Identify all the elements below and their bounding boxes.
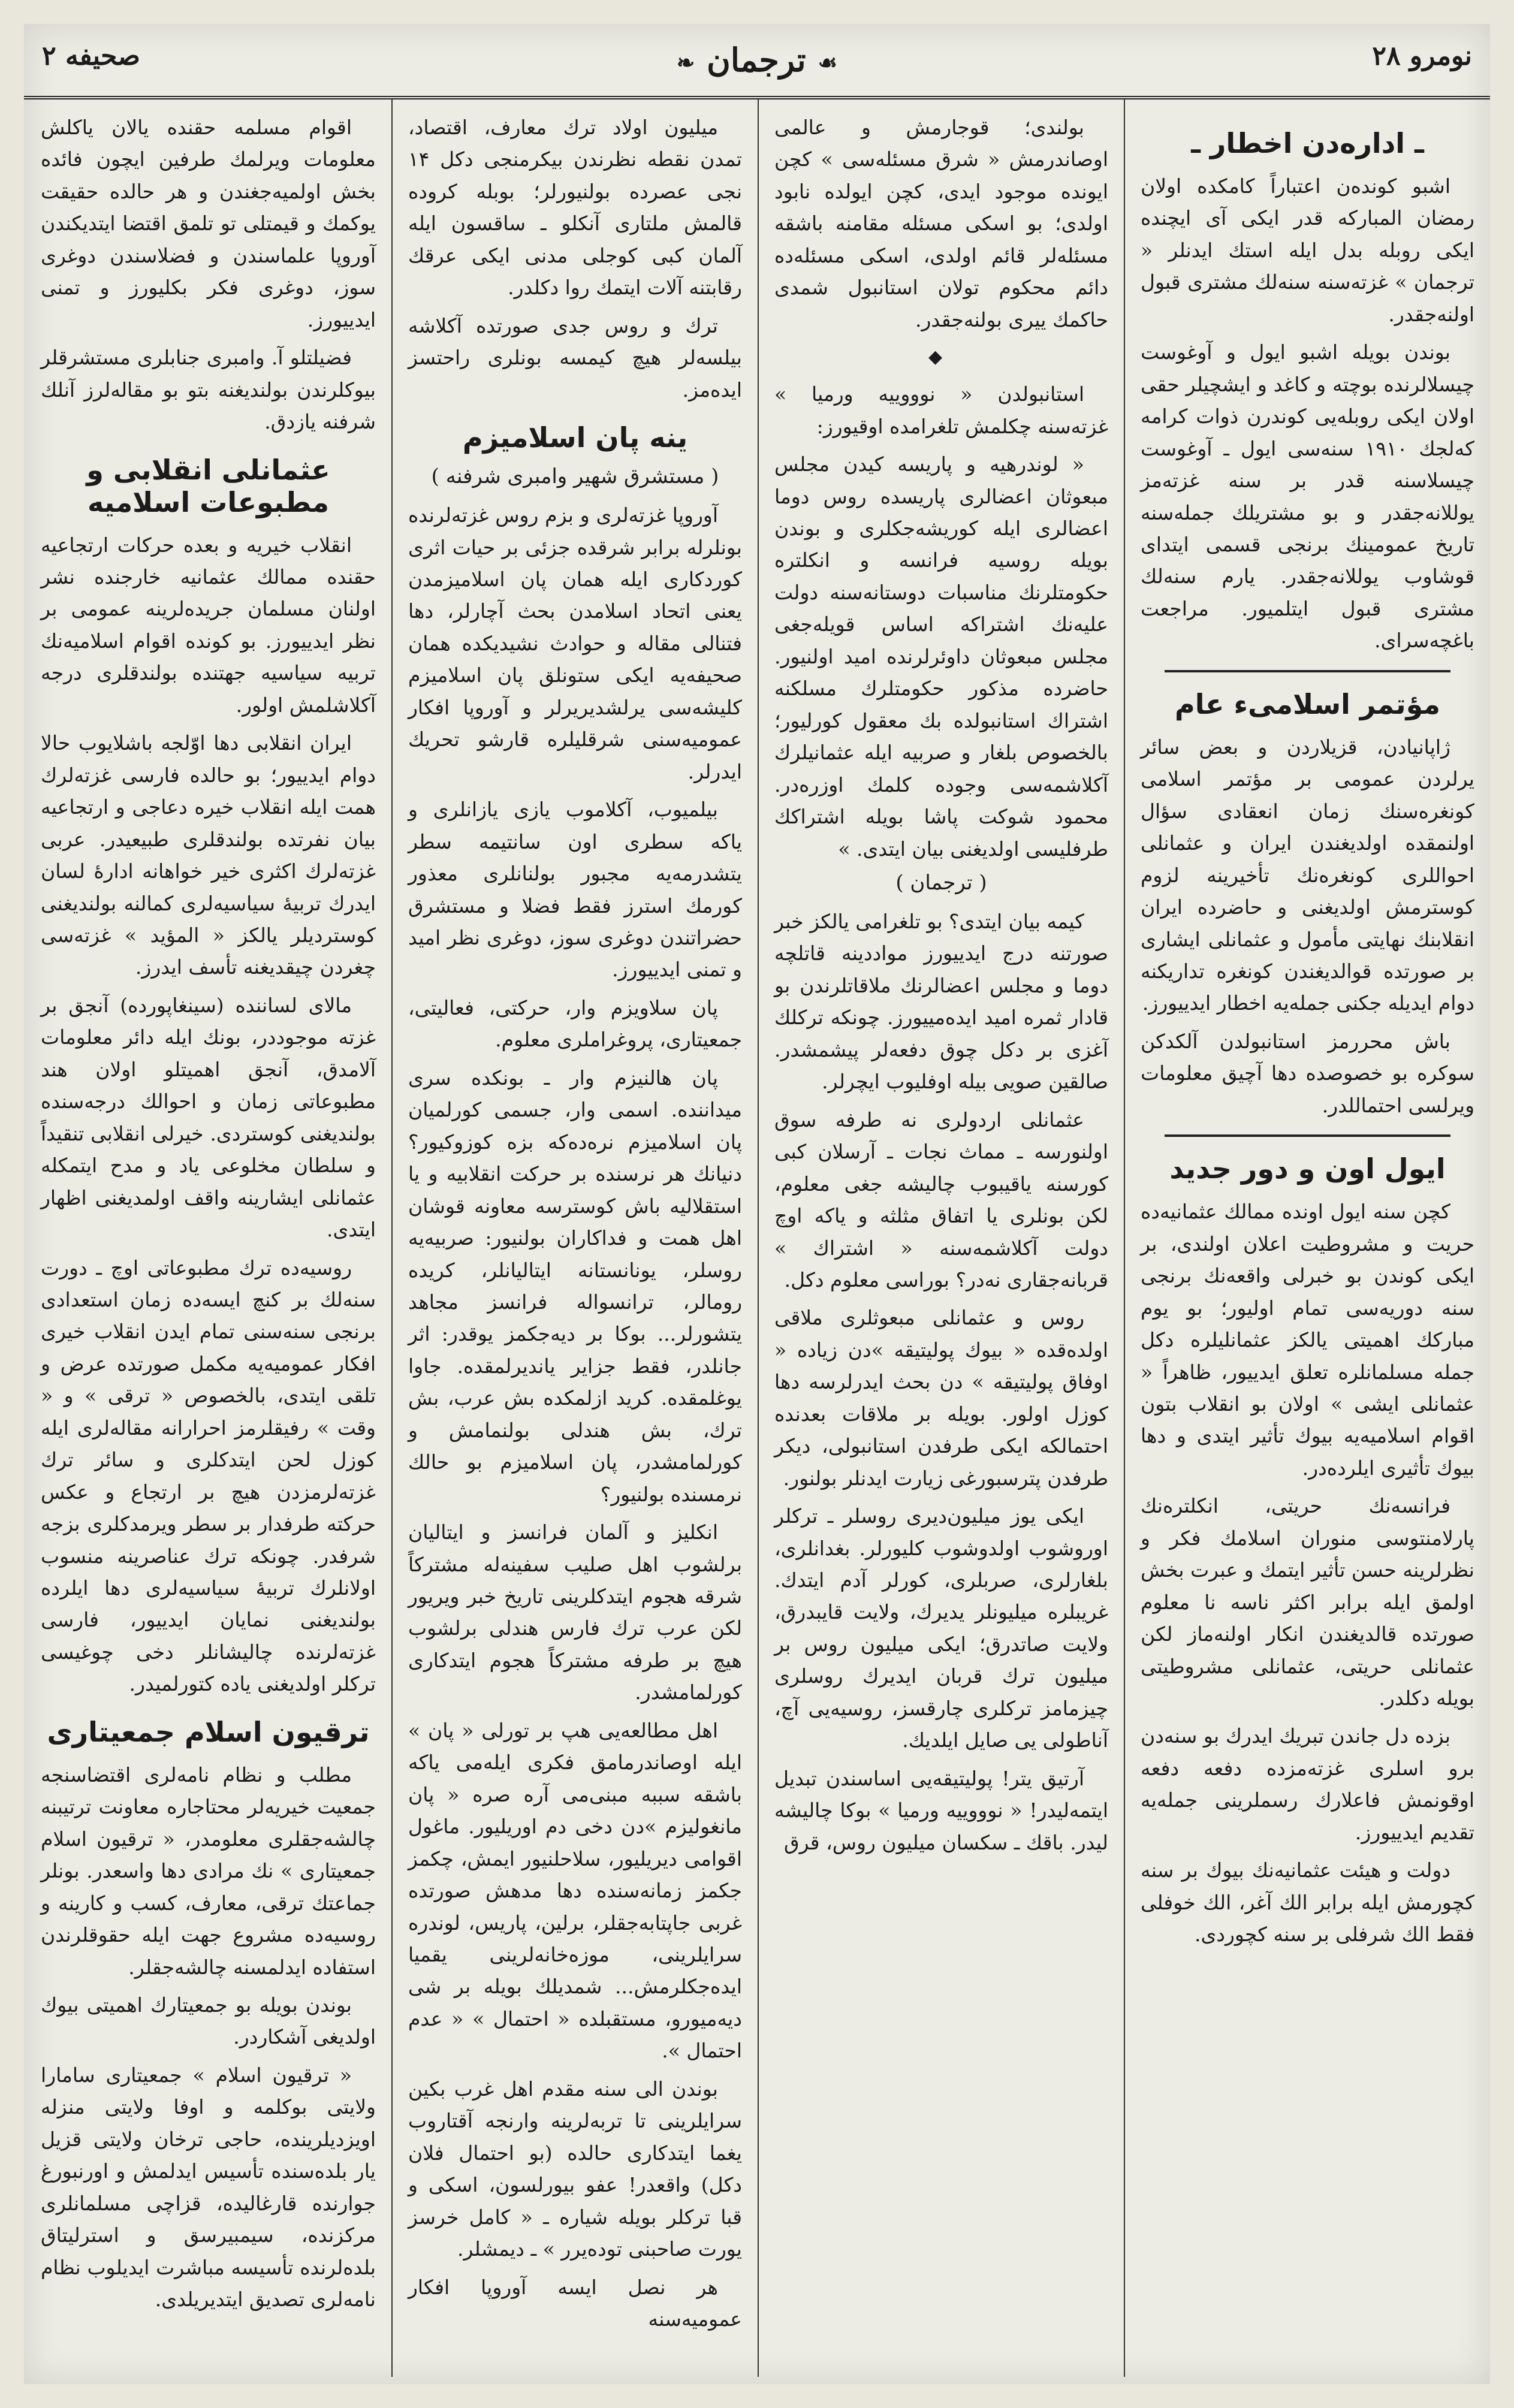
article-paragraph: آرتیق یتر! پولیتیقه‌یی اساسندن تبدیل ایتمه‌لیدر! « نوووییه ورمیا » بوكا چالیشه لیدر. باقك ـ سكسان میلیون روس، قرق — [774, 1766, 1108, 1854]
ornament-divider: ◆ — [928, 346, 955, 368]
column-2 — [758, 99, 1124, 2377]
article-title: ینه پان اسلامیزم — [462, 421, 688, 454]
article-title: ایول اون و دور جدید — [1169, 1152, 1446, 1185]
article-paragraph: روس و عثمانلی مبعوثلری ملاقی اولده‌قده « بیوك پولیتیقه »دن زیاده « اوفاق پولیتیقه » دن بحث ایدرلرسه دها كوزل اولور. بویله بر ملاقات بعدنده احتمالكه ایكی طرفدن استانبولی، دیكر طرفدن پترسبورغی زیارت ایدنلر بولنور. — [774, 1306, 1108, 1490]
article-paragraph: میلیون اولاد ترك معارف، اقتصاد، تمدن نقطه نظرندن بیكرمنجی دكل ۱۴ نجی عصرده بولنیورلر؛ بوبله كروده قالمش ملتاری آنكلو ـ ساقسون ایله آلمان كبی كوجلی مدنی ایكی عرقك رقابتنه آلات ایتمك روا دكلدر. — [408, 116, 742, 300]
article-paragraph: پان هالنیزم وار ـ بونكده سری میداننده. اسمی وار، جسمی كورلمیان پان اسلامیزم نره‌ده‌كه بزه كوزوكیور؟ دنیانك هر نرسنده بر حركت انقلابیه و یا استقلالیه باش كوسترسه معاونه قوشان اهل همت و فداكاران بولنیور: صربیه‌یه روسلر، یونانستانه ایتالیانلر، كریده رومالر، ترانسواله فرانسز مجاهد یتشورلر... بوكا بر دیه‌جكمز یوقدر: اثر جانلدر، فقط جزایر یاندیرلمقده. جاوا یوغلمقده. كرید ازلمكده بش عرب، بش ترك، بش هندلی بولنمامش و كورلمامشدر، پان اسلامیزم بو حالك نرمسنده بولنیور؟ — [408, 1066, 742, 1506]
article-paragraph: بیلمیوب، آكلاموب یازی یازانلری و یاكه سطری اون سانتیمه سطر یتشدرمه‌یه مجبور بولنانلری معذور كورمك استرز فقط فضلا و مستشرق حضراتندن دوغری سوز، دوغری نظر امید و تمنی ایدییورز. — [408, 798, 742, 982]
article-paragraph: فضیلتلو آ. وامبری جنابلری مستشرقلر بیوكلرندن بولندیغنه بتو بو مقاله‌لرز آنلك شرفنه یازدق. — [41, 346, 376, 434]
article-paragraph: پان سلاویزم وار، حركتی، فعالیتی، جمعیتاری، پروغراملری معلوم. — [408, 995, 742, 1052]
article-paragraph: مالای لساننده (سینغاپورده) آنجق بر غزته موجوددر، بونك ایله دائر معلومات آلامدق، آنجق اهمیتلو اولان هند مطبوعاتی زمان و احوالك درجه‌سنده بولندیغنی كوستردی. خیرلی انقلابی تنقیداً و سلطان مخلوعی یاد و مدح ایتمكله عثمانلی ایشارینه واقف اولمدیغنی اظهار ایتدی. — [41, 993, 376, 1242]
article-signature: ( ترجمان ) — [895, 870, 987, 895]
article-paragraph: بوندن بویله بو جمعیتارك اهمیتی بیوك اولدیغی آشكاردر. — [41, 1993, 376, 2049]
article-paragraph: فرانسه‌نك حریتی، انكلتره‌نك پارلامنتوسی منوران اسلامك فكر و نظرلرینه حسن تأثیر ایتمك و عبرت بخش اولمق ایله برابر اكثر ناسه نا معلوم صورتده قالدیغندن انكار اولنه‌ماز لكن عثمانلی حریتی، عثمانلی مشروطیتی بویله دكلدر. — [1141, 1494, 1474, 1710]
page-label: صحیفه ۲ — [42, 41, 140, 71]
column-3 — [391, 99, 758, 2377]
article-paragraph: بوندن بویله اشبو ایول و آوغوست چیسلالرنده بوچته و كاغد و ایشچیلر حقی اولان ایكی روبله‌یی كوندرن ذوات كرامه كه‌لجك ۱۹۱۰ سنه‌سی ایول ـ آوغوست چیسلاسنه قدر بر سنه غزته‌مز یوللانه‌جقدر و بو مشتریلك جمله‌سنه تاریخ عمومینك برنجی قسمی ایتدای قوشاوب یوللانه‌جقدر. یارم سنه‌لك مشتری قبول ایتلمیور. مراجعت باغچه‌سرای. — [1141, 340, 1474, 653]
article-title: عثمانلی انقلابی و مطبوعات اسلامیه — [86, 453, 330, 518]
newspaper-name-block — [665, 41, 849, 79]
article-paragraph: عثمانلی اردولری نه طرفه سوق اولنورسه ـ مماث نجات ـ آرسلان كبی كورسنه یاقیبوب چالیشه جغی معلوم، لكن بونلری یا اتفاق مثلثه و یاكه اوچ دولت آكلاشمه‌سنه « اشتراك » قربانه‌جقاری نه‌در؟ بوراسی معلوم دكل. — [774, 1108, 1108, 1291]
section-divider — [1165, 670, 1450, 672]
article-paragraph: ترك و روس جدی صورتده آكلاشه بیلسه‌لر هیچ كیمسه بونلری راحتسز ایده‌مز. — [408, 313, 742, 402]
article-paragraph: اشبو كونده‌ن اعتباراً كامكده اولان رمضان المباركه قدر ایكی آی ایچنده ایكی روبله بدل ایله استك ایدنلر « ترجمان » غزته‌سنه سنه‌لك مشتری قبول اولنه‌جقدر. — [1141, 174, 1474, 326]
article-paragraph: « لوندرهیه و پاریسه كیدن مجلس مبعوثان اعضالری پاریسده روس دوما اعضالری ایله كوریشه‌جكلری و بوندن بویله روسیه فرانسه و انكلتره حكومتلرنك مناسبات دوستانه‌سنه دولت علیه‌نك اشتراكه اساس قویله‌جغی مجلس مبعوثان داوئرلرنده امید اولنیور. حاضرده مذكور حكومتلرك مسلكنه اشتراك استانبولده بك معقول كورلیور؛ بالخصوص بلغار و صربیه ایله عثمانیلرك آكلاشمه‌سی وجوده كلمك اوزره‌در. محمود شوكت پاشا بویله اشتراكك طرفلیسی اولدیغنی بیان ایتدی. » — [774, 452, 1108, 861]
article-title: مؤتمر اسلامیء عام — [1175, 687, 1440, 720]
ornament-icon: ☙ — [818, 50, 837, 76]
article-paragraph: اقوام مسلمه حقنده یالان یاكلش معلومات ویرلمك طرفین ایچون فائده بخش اولمیه‌جغندن و هر حالده حقیقت یوكمك و قیمتلی تو تلمق اقتضا ایتدیكندن آوروپا علماسندن و فضلاسندن دوغری سوز، دوغری فكر بكلیورز و تمنی ایدییورز. — [41, 116, 376, 331]
newspaper-page — [24, 24, 1490, 2384]
article-paragraph: بولندی؛ قوجارمش و عالمی اوصاندرمش « شرق مسئله‌سی » كچن ایونده موجود ایدی، كچن ایولده نابود اولدی؛ بو اسكی مسئله مقامنه باشقه مسئله‌لر قائم اولدی، اسكی مسئله‌ده دائم محكوم تولان استانبول شمدی حاكمك ییری بولنه‌جقدر. — [774, 116, 1108, 331]
article-paragraph: باش محررمز استانبولدن آلكدكن سوكره بو خصوصده دها آچیق معلومات ویرلسی احتماللدر. — [1141, 1029, 1474, 1117]
article-title: ترقیون اسلام جمعیتاری — [47, 1715, 370, 1748]
issue-number: نومرو ۲۸ — [1372, 41, 1472, 71]
article-paragraph: هر نصل ایسه آوروپا افكار عمومیه‌سنه — [408, 2275, 742, 2331]
article-paragraph: دولت و هیئت عثمانیه‌نك بیوك بر سنه كچورمش ایله برابر الك آغر، الك خوفلی فقط الك شرفلی بر سنه كچوردی. — [1141, 1858, 1474, 1947]
article-paragraph: مطلب و نظام نامه‌لری اقتضاسنجه جمعیت خیریه‌لر محتاجاره معاونت ترتیبنه چالشه‌جقلری معلومدر، « ترقیون اسلام جمعیتاری » نك مرادی دها واسعدر. بونلر جماعتك ترقی، معارف، كسب و كارینه و روسیه‌ده مشروع جهت ایله حقوقلرندن استفاده ایدلمسنه چالشه‌جقلر. — [41, 1763, 376, 1979]
column-1 — [1124, 99, 1490, 2377]
article-paragraph: انكلیز و آلمان فرانسز و ایتالیان برلشوب اهل صلیب سفینه‌له مشتركاً شرقه هجوم ایتدكلرینی تاریخ خبر ویریور لكن عرب ترك فارس هندلی برلشوب هیچ بر طرفه مشتركاً هجوم ایتدكاری كورلمامشدر. — [408, 1520, 742, 1704]
article-paragraph: ایكی یوز میلیون‌دیری روسلر ـ تركلر اوروشوب اولدوشوب كلیورلر. بغدانلری، بلغارلری، صربلری، كورلر آدم ایتدك. غریبلره میلیونلر یدیرك، ولایت قایبدرق، ولایت صاتدرق؛ ایكی میلیون روس بر میلیون ترك قربان ایدیرك روسلری چیزمامز تركلری چارقسز، روسیه‌یی آچ، آناطولی یی صایل ایلدیك. — [774, 1504, 1108, 1752]
article-paragraph: كچن سنه ایول اونده ممالك عثمانیه‌ده حریت و مشروطیت اعلان اولندی، بر ایكی كوندن بو خبرلی واقعه‌نك برنجی سنه دوریه‌سی تمام اولیور؛ بو یوم مباركك اهمیتی یالكز عثمانلیلره دكل جمله مسلمانلره تعلق ایدییور، ظاهراً « عثمانلی ایشی » اولان بو انقلاب بتون اقوام اسلامیه‌یه بیوك تأثیر ایتدی و دها بیوك تأثیری ایلرده‌در. — [1141, 1200, 1474, 1480]
section-divider — [1165, 1134, 1450, 1137]
columns — [24, 99, 1490, 2377]
article-paragraph: ژاپانیادن، قزیلاردن و بعض سائر یرلردن عمومی بر مؤتمر اسلامی كونغره‌سنك زمان انعقادی سؤال اولنمقده اولدیغندن ایران و عثمانلی احواللری كونغره‌نك تأخیرینه لزوم كوسترمش اولدیغنی و حاضرده ایران انقلابنك نهایتی مأمول و عثمانلی ایشاری بر صورتده قوالدیغندن كونغره تداریكنه دوام ایدیله جكنی جمله‌یه اخطار ایدییورز. — [1141, 735, 1474, 1015]
article-paragraph: ایران انقلابی دها اوّلجه باشلایوب حالا دوام ایدییور؛ بو حالده فارسی غزته‌لرك همت ایله انقلاب خیره دعاجی و ارتجاعیه بیان نفرتده بولندقلری طبیعیدر. عربی غزته‌لرك اكثری خیر خواهانه ادارهٔ لسان ایدرك تربیهٔ سیاسیه‌لری كمالنه بولندیغنی كوستردیلر یالكز « المؤید » غزته‌سی چغردن چیقدیغنه تأسف ایدرز. — [41, 731, 376, 979]
column-4 — [25, 99, 391, 2377]
article-paragraph: كیمه بیان ایتدی؟ بو تلغرامی یالكز خبر صورتنه درج ایدییورز مواددینه قاتلچه دوما و مجلس اعضالرنك ملاقاتلرندن بو قادار ثمره امید ایده‌مییورز. چونكه تركلك آغزی بر دكل چوق دفعه‌لر پیشمشدر. صالقین صویی بیله اوفلیوب ایچرلر. — [774, 909, 1108, 1094]
masthead — [24, 24, 1490, 99]
article-paragraph: استانبولدن « نوووییه ورمیا » غزته‌سنه چكلمش تلغرامده اوقیورز: — [774, 382, 1108, 438]
article-paragraph: آوروپا غزته‌لری و بزم روس غزته‌لرنده بونلرله برابر شرقده جزئی بر حیات اثری كوردكاری ایله همان پان اسلامیزمدن یعنی اتحاد اسلامدن بحث آچارلر، دها فتنالی مقاله و حوادث نشیدیكده همان صحیفه‌یه ایكی ستونلق پان اسلامیزم كلیشه‌سی یرلشدیریرلر و آوروپا افكار عمومیه‌سنی شرقلیلره قارشو تحریك ایدرلر. — [408, 503, 742, 783]
article-title: ـ اداره‌دن اخطار ـ — [1191, 127, 1424, 159]
article-paragraph: بزده دل جاندن تبریك ایدرك بو سنه‌دن برو اسلری غزته‌مزده دفعه دفعه اوقونمش فاعلارك رسملرینی جمله‌یه تقدیم ایدییورز. — [1141, 1724, 1474, 1844]
newspaper-name: ترجمان — [707, 41, 806, 79]
article-paragraph: روسیه‌ده ترك مطبوعاتی اوچ ـ دورت سنه‌لك بر كنچ ایسه‌ده زمان استعدادی برنجی سنه‌سنی تمام ایدن انقلاب خیری افكار عمومیه‌یه مكمل صورتده عرض و تلقی ایتدی، بالخصوص « ترقی » و « وقت » رفیقلرمز احرارانه مقاله‌لری ایله كوزل لحن ایتدكلری و سائر ترك غزته‌لرمزدن هیچ بر ارتجاع و عكس حركته طرفدار بر سطر ویرمدكلری بزجه شرفدر. چونكه ترك عناصرینه منسوب اولانلرك تربیهٔ سیاسیه‌لری دها ایلرده بولندیغنی نمایان ایدییور، فارسی غزته‌لرنده چالیشانلر دخی چوغیسی تركلر اولدیغنی یاده كتورلمیدر. — [41, 1256, 376, 1696]
article-paragraph: انقلاب خیریه و بعده حركات ارتجاعیه حقنده ممالك عثمانیه خارجنده نشر اولنان مسلمان جریده‌لرینه عمومی بر نظر ایدییورز. بو كونده اقوام اسلامیه‌نك تربیه سیاسیه جهتنده بولندقلری درجه آكلاشلمش اولور. — [41, 533, 376, 717]
article-subtitle: ( مستشرق شهیر وامبری شرفنه ) — [431, 464, 719, 489]
article-paragraph: اهل مطالعه‌یی هپ بر تورلی « پان » ایله اوصاندرمامق فكری ایله‌می یاكه باشقه سببه مبنی‌می آره صره « پان مانغولیزم »دن دخی دم اوریلیور. ماغول اقوامی دیریلیور، سلاحلنیور ایمش، چكمز جكمز زمانه‌سنده دها مدهش صورتده غربی جاپتابه‌جقلر، برلین، پاریس، لوندره سرایلرینی، موزه‌خانه‌لرینی یقمیا ایده‌جكلرمش... شمدیلك بویله بر شی دیه‌میورو، مستقبلده « احتمال » « عدم احتمال ». — [408, 1718, 742, 2063]
article-paragraph: « ترقیون اسلام » جمعیتاری سامارا ولایتی بوكلمه و اوفا ولایتی منزله اویزدیلرینده، حاجی ترخان ولایتی قزیل یار بلده‌سنده تأسیس ایدلمش و اورنبورغ جوارنده قارغالیده، قزاچی مسلمانلری مركزنده، سیمبیرسق و استرلیتاق بلده‌لرنده تأسیسه مباشرت ایدیلوب نظام نامه‌لری تصدیق ایتدیریلدی. — [41, 2063, 376, 2312]
ornament-icon: ❧ — [677, 50, 695, 76]
article-paragraph: بوندن الی سنه مقدم اهل غرب بكین سرایلرینی تا تربه‌لرینه وارنجه آقتاروب یغما ایتدكاری حالده (بو احتمال فلان دكل) واقعدر! عفو بیورلسون، اسكی و قبا تركلر بویله شیاره ـ « كامل خرسز یورت صاحبنی توده‌یرر » ـ دیمشلر. — [408, 2077, 742, 2261]
